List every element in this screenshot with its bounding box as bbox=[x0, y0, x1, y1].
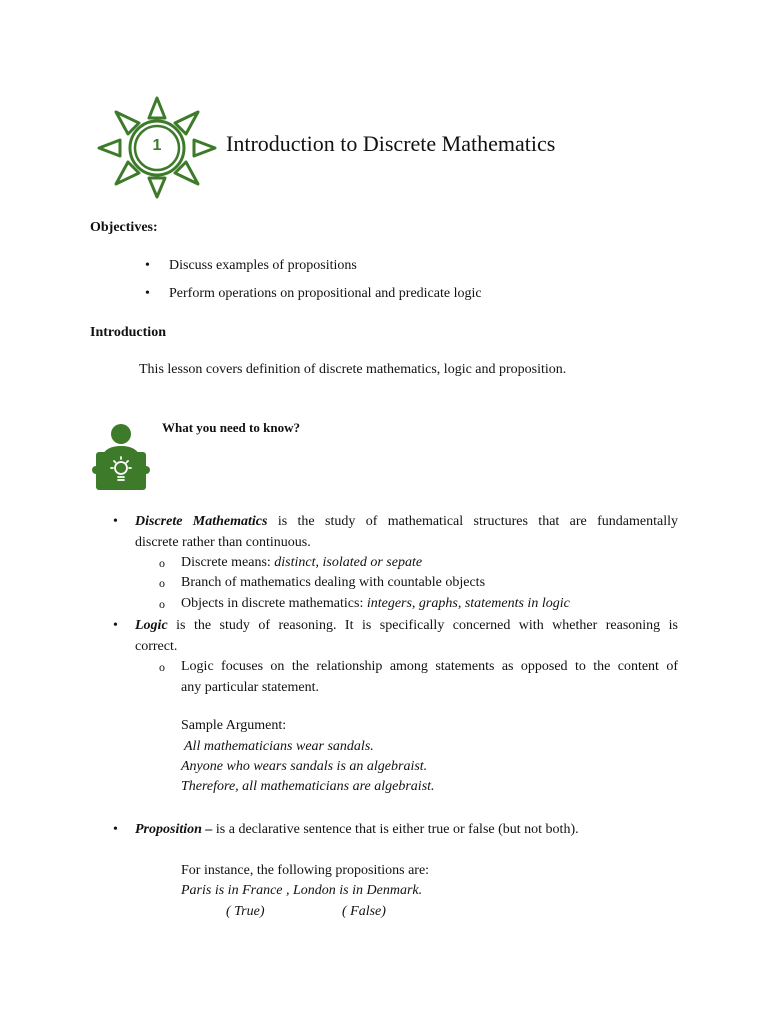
false-label: ( False) bbox=[342, 904, 386, 919]
objective-item: Perform operations on propositional and predicate logic bbox=[169, 286, 482, 301]
introduction-heading: Introduction bbox=[90, 325, 166, 340]
know-heading: What you need to know? bbox=[162, 420, 300, 435]
sample-argument-label: Sample Argument: bbox=[181, 718, 287, 733]
objective-item: Discuss examples of propositions bbox=[169, 258, 357, 273]
reader-lightbulb-icon bbox=[92, 422, 150, 492]
page-title: Introduction to Discrete Mathematics bbox=[226, 131, 556, 156]
logic-def-line2: correct. bbox=[135, 639, 178, 654]
discrete-sub-2: Branch of mathematics dealing with countable objects bbox=[181, 575, 486, 590]
logic-term: Logic bbox=[135, 618, 168, 633]
discrete-term: Discrete Mathematics bbox=[135, 514, 268, 529]
bullet-icon: • bbox=[113, 514, 118, 529]
discrete-def-line1: is the study of mathematical structures that are fundamentally bbox=[267, 514, 678, 529]
bullet-icon: • bbox=[145, 286, 150, 301]
bullet-icon: • bbox=[145, 258, 150, 273]
logic-def-line1: is the study of reasoning. It is specifically concerned with whether reasoning is bbox=[167, 618, 678, 633]
discrete-def-line2: discrete rather than continuous. bbox=[135, 535, 311, 550]
discrete-sub-3-label: Objects in discrete mathematics: bbox=[181, 596, 367, 611]
discrete-sub-1-label: Discrete means: bbox=[181, 555, 275, 570]
sub-bullet-icon: o bbox=[159, 556, 165, 570]
logic-sub-1-line1: Logic focuses on the relationship among statements as opposed to the content of bbox=[181, 659, 678, 674]
proposition-def: is a declarative sentence that is either true or false (but not both). bbox=[212, 822, 579, 837]
bullet-icon: • bbox=[113, 618, 118, 633]
chapter-number: 1 bbox=[152, 137, 162, 154]
introduction-text: This lesson covers definition of discrete mathematics, logic and proposition. bbox=[139, 362, 567, 377]
discrete-sub-1 bbox=[181, 553, 422, 573]
proposition-example: Paris is in France , London is in Denmark. bbox=[181, 883, 423, 898]
instance-label: For instance, the following propositions are: bbox=[181, 863, 430, 878]
proposition-term: Proposition – bbox=[135, 822, 213, 837]
sub-bullet-icon: o bbox=[159, 576, 165, 590]
logic-sub-1-line2: any particular statement. bbox=[181, 680, 319, 695]
discrete-sub-3-value: integers, graphs, statements in logic bbox=[366, 596, 570, 611]
sub-bullet-icon: o bbox=[159, 660, 165, 674]
objectives-heading: Objectives: bbox=[90, 220, 158, 235]
bullet-icon: • bbox=[113, 822, 118, 837]
sub-bullet-icon: o bbox=[159, 597, 165, 611]
sample-line: Anyone who wears sandals is an algebraist. bbox=[181, 759, 428, 774]
sample-line: Therefore, all mathematicians are algebraist. bbox=[181, 779, 435, 794]
logic-definition bbox=[135, 616, 678, 636]
discrete-sub-3 bbox=[181, 594, 570, 614]
discrete-definition bbox=[135, 512, 678, 532]
sample-line: All mathematicians wear sandals. bbox=[184, 739, 374, 754]
proposition-definition bbox=[135, 820, 579, 840]
true-label: ( True) bbox=[226, 904, 265, 919]
discrete-sub-1-value: distinct, isolated or sepate bbox=[274, 555, 423, 570]
